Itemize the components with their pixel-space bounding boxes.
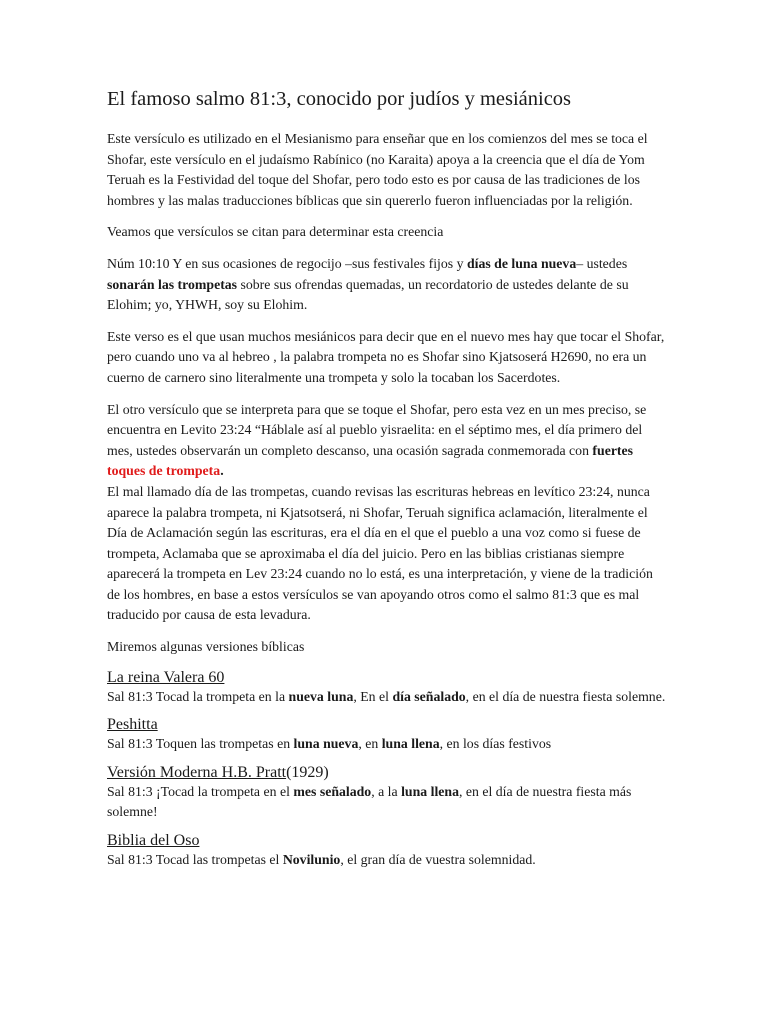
intro-paragraph: Este versículo es utilizado en el Mesianismo para enseñar que en los comienzos del mes se toca el Shofar, este versículo en el judaísmo Rabínico (no Karaita) apoya a la creencia que el día de Yom Teruah es la Festividad del toque del Shofar, pero todo esto es por causa de las tradiciones de los hombres y las malas traducciones bíblicas que sin quererlo fueron influenciadas por la religión. xyxy=(107,131,648,208)
version-verse: Sal 81:3 Tocad las trompetas el Novilunio, el gran día de vuestra solemnidad. xyxy=(107,852,536,868)
version-verse: Sal 81:3 Toquen las trompetas en luna nueva, en luna llena, en los días festivos xyxy=(107,736,552,752)
version-biblia-oso xyxy=(107,832,667,871)
highlight-red-text: toques de trompeta xyxy=(107,463,221,479)
version-verse: Sal 81:3 ¡Tocad la trompeta en el mes señalado, a la luna llena, en el día de nuestra fiesta más solemne! xyxy=(107,783,632,820)
bold-text: sonarán las trompetas xyxy=(107,276,238,292)
miremos-paragraph: Miremos algunas versiones bíblicas xyxy=(107,639,305,655)
numeros-paragraph: Núm 10:10 Y en sus ocasiones de regocijo –sus festivales fijos y días de luna nueva– ustedes sonarán las trompetas sobre sus ofrendas quemadas, un recordatorio de ustedes delante de su Elohim; yo, YHWH, soy su Elohim. xyxy=(107,255,629,313)
version-title: Versión Moderna H.B. Pratt(1929) xyxy=(107,763,329,781)
verso-paragraph: Este verso es el que usan muchos mesiánicos para decir que en el nuevo mes hay que tocar el Shofar, pero cuando uno va al hebreo , la palabra trompeta no es Shofar sino Kjatsoserá H2690, no era un cuerno de carnero sino literalmente una trompeta y solo la tocaban los Sacerdotes. xyxy=(107,328,665,385)
version-title: La reina Valera 60 xyxy=(107,668,225,686)
bold-text: fuertes xyxy=(592,442,634,458)
veamos-paragraph: Veamos que versículos se citan para determinar esta creencia xyxy=(107,224,444,240)
version-verse: Sal 81:3 Tocad la trompeta en la nueva luna, En el día señalado, en el día de nuestra fiesta solemne. xyxy=(107,688,666,704)
version-peshitta xyxy=(107,716,667,755)
document-title: El famoso salmo 81:3, conocido por judíos y mesiánicos xyxy=(107,88,572,110)
version-reina-valera xyxy=(107,669,667,708)
bold-text: días de luna nueva xyxy=(466,255,577,271)
version-moderna-pratt xyxy=(107,764,667,823)
version-title: Peshitta xyxy=(107,716,158,734)
version-title: Biblia del Oso xyxy=(107,832,200,850)
document-page xyxy=(107,86,667,880)
levitico-paragraph: El otro versículo que se interpreta para que se toque el Shofar, pero esta vez en un mes preciso, se encuentra en Levito 23:24 “Háblale así al pueblo yisraelita: en el séptimo mes, el día primero del mes, ustedes observarán un completo descanso, una ocasión sagrada conmemorada con fuertes toques de trompeta. xyxy=(107,401,647,479)
mal-llamado-paragraph: El mal llamado día de las trompetas, cuando revisas las escrituras hebreas en levítico 23:24, nunca aparece la palabra trompeta, ni Kjatsotserá, ni Shofar, Teruah significa aclamación, literalmente el Día de Aclamación según las escrituras, era el día en el que el pueblo a una voz como si fuese de trompeta, Aclamaba que se aproximaba el día del juicio. Pero en las biblias cristianas siempre aparecerá la trompeta en Lev 23:24 cuando no lo está, es una interpretación, y viene de la tradición de los hombres, en base a estos versículos se van apoyando otros como el salmo 81:3 que es mal traducido por causa de esta levadura. xyxy=(107,483,653,623)
